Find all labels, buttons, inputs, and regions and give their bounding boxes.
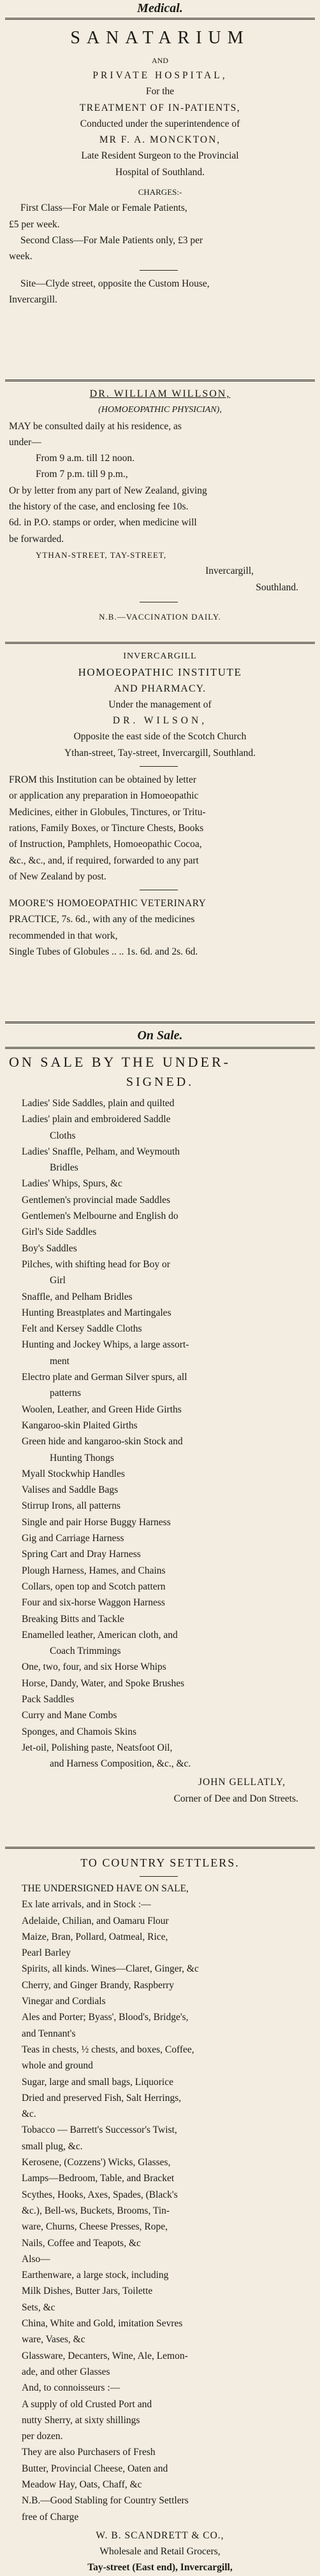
- list-item: Breaking Bitts and Tackle: [22, 1613, 124, 1625]
- list-item: Single and pair Horse Buggy Harness: [22, 1516, 171, 1528]
- text-line: (HOMOEOPATHIC PHYSICIAN),: [98, 405, 222, 415]
- list-item: and Tennant's: [22, 2028, 76, 2039]
- list-item: China, White and Gold, imitation Sevres: [22, 2318, 183, 2330]
- short-rule: [140, 766, 178, 767]
- text-line: Ythan-street, Tay-street, Invercargill, Southland.: [64, 747, 256, 758]
- list-item: Horse, Dandy, Water, and Spoke Brushes: [22, 1677, 185, 1689]
- list-item: Earthenware, a large stock, including: [22, 2270, 169, 2281]
- list-item: Curry and Mane Combs: [22, 1710, 117, 1721]
- list-item: Girl: [50, 1275, 66, 1286]
- address: Corner of Dee and Don Streets.: [173, 1793, 298, 1804]
- list-item: Pack Saddles: [22, 1693, 75, 1705]
- ad-heading: ON SALE BY THE UNDER-: [9, 1054, 231, 1070]
- list-item: &c.: [22, 2109, 36, 2120]
- short-rule: [140, 270, 178, 271]
- text-line: Conducted under the superintendence of: [80, 118, 240, 129]
- text-line: MOORE'S HOMOEOPATHIC VETERINARY: [9, 898, 207, 909]
- list-item: Cloths: [50, 1130, 76, 1141]
- text-line: recommended in that work,: [9, 930, 118, 941]
- divider: [5, 18, 315, 20]
- text-line: MR F. A. MONCKTON,: [99, 134, 221, 146]
- list-item: Girl's Side Saddles: [22, 1227, 97, 1238]
- text-line: Under the management of: [108, 699, 212, 710]
- text-line: Medicines, either in Globules, Tinctures, or Tritu-: [9, 806, 206, 818]
- list-item: whole and ground: [22, 2060, 93, 2072]
- text-line: Second Class—For Male Patients only, £3 per: [20, 234, 203, 246]
- text-line: Site—Clyde street, opposite the Custom House,: [20, 278, 210, 289]
- text-line: PRACTICE, 7s. 6d., with any of the medicines: [9, 914, 195, 925]
- text-line: or application any preparation in Homoeopathic: [9, 790, 199, 802]
- list-item: free of Charge: [22, 2511, 79, 2523]
- list-item: Glassware, Decanters, Wine, Ale, Lemon-: [22, 2350, 188, 2361]
- list-item: Hunting Breastplates and Martingales: [22, 1307, 171, 1318]
- text-line: of New Zealand by post.: [9, 871, 106, 882]
- text-line: &c., &c., and, if required, forwarded to any part: [9, 855, 199, 866]
- sanatarium-title: SANATARIUM: [70, 28, 250, 48]
- list-item: Butter, Provincial Cheese, Oaten and: [22, 2463, 168, 2474]
- text-line: FROM this Institution can be obtained by letter: [9, 774, 197, 786]
- list-item: Spring Cart and Dray Harness: [22, 1549, 141, 1560]
- gellatly-ad: [0, 1052, 320, 1807]
- list-item: Snaffle, and Pelham Bridles: [22, 1291, 133, 1302]
- signature: Wholesale and Retail Grocers,: [99, 2546, 221, 2558]
- section-header-on-sale: On Sale.: [137, 1028, 183, 1042]
- list-item: Myall Stockwhip Handles: [22, 1468, 125, 1479]
- list-item: per dozen.: [22, 2431, 63, 2442]
- list-item: Scythes, Hooks, Axes, Spades, (Black's: [22, 2189, 178, 2200]
- divider: [5, 1021, 315, 1023]
- text-line: Or by letter from any part of New Zealand, giving: [9, 485, 207, 496]
- item-list: [9, 1095, 311, 1772]
- list-item: Electro plate and German Silver spurs, all: [22, 1372, 187, 1383]
- list-item: ment: [50, 1355, 69, 1367]
- list-item: Green hide and kangaroo-skin Stock and: [22, 1436, 183, 1448]
- list-item: Stirrup Irons, all patterns: [22, 1500, 120, 1512]
- list-item: Kangaroo-skin Plaited Girths: [22, 1420, 138, 1431]
- list-item: Ladies' Snaffle, Pelham, and Weymouth: [22, 1146, 180, 1157]
- list-item: ware, Vases, &c: [22, 2334, 85, 2345]
- list-item: Four and six-horse Waggon Harness: [22, 1597, 165, 1609]
- list-item: Valises and Saddle Bags: [22, 1484, 119, 1496]
- text-line: Invercargill.: [9, 294, 57, 305]
- list-item: Coach Trimmings: [50, 1646, 121, 1657]
- list-item: Lamps—Bedroom, Table, and Bracket: [22, 2173, 175, 2184]
- country-settlers-ad: [0, 1853, 320, 2576]
- list-item: Woolen, Leather, and Green Hide Girths: [22, 1404, 182, 1415]
- list-item: Plough Harness, Hames, and Chains: [22, 1565, 166, 1576]
- text-line: Hospital of Southland.: [115, 166, 205, 178]
- list-item: They are also Purchasers of Fresh: [22, 2447, 156, 2458]
- sanatarium-ad: [0, 23, 320, 308]
- divider: [5, 1047, 315, 1049]
- text-line: INVERCARGILL: [123, 651, 197, 661]
- list-item: small plug, &c.: [22, 2140, 83, 2152]
- ad-heading: SIGNED.: [126, 1075, 194, 1089]
- text-line: Single Tubes of Globules .. .. 1s. 6d. and 2s. 6d.: [9, 946, 198, 958]
- list-item: Teas in chests, ½ chests, and boxes, Coffee,: [22, 2044, 194, 2055]
- list-item: Milk Dishes, Butter Jars, Toilette: [22, 2286, 153, 2297]
- text-line: under—: [9, 436, 41, 448]
- list-item: Vinegar and Cordials: [22, 1996, 106, 2007]
- list-item: Tobacco — Barrett's Successor's Twist,: [22, 2124, 177, 2136]
- text-line: week.: [9, 251, 33, 262]
- list-item: Maize, Bran, Pollard, Oatmeal, Rice,: [22, 1931, 168, 1942]
- list-item: Enamelled leather, American cloth, and: [22, 1629, 178, 1640]
- list-item: Ladies' Side Saddles, plain and quilted: [22, 1098, 175, 1109]
- list-item: Ex late arrivals, and in Stock :—: [22, 1899, 151, 1911]
- text-line: Invercargill,: [205, 566, 254, 577]
- text-line: HOMOEOPATHIC INSTITUTE: [78, 666, 242, 679]
- divider: [5, 380, 315, 381]
- list-item: ade, and other Glasses: [22, 2366, 110, 2377]
- text-line: PRIVATE HOSPITAL,: [92, 70, 228, 81]
- text-line: the history of the case, and enclosing fee 10s.: [9, 501, 189, 513]
- text-line: MAY be consulted daily at his residence, as: [9, 420, 182, 432]
- text-line: YTHAN-STREET, TAY-STREET,: [36, 550, 167, 560]
- text-line: TREATMENT OF IN-PATIENTS,: [79, 102, 241, 113]
- text-line: From 7 p.m. till 9 p.m.,: [36, 469, 128, 480]
- text-line: First Class—For Male or Female Patients,: [20, 203, 187, 214]
- text-line: Opposite the east side of the Scotch Church: [73, 731, 247, 743]
- short-rule: [140, 1876, 178, 1877]
- list-item: &c.), Bell-ws, Buckets, Brooms, Tin-: [22, 2205, 170, 2216]
- list-item: Pilches, with shifting head for Boy or: [22, 1258, 170, 1270]
- text-line: For the: [145, 86, 175, 97]
- list-item: Sets, &c: [22, 2302, 55, 2313]
- text-line: From 9 a.m. till 12 noon.: [36, 453, 135, 464]
- list-item: Spirits, all kinds. Wines—Claret, Ginger, &c: [22, 1963, 199, 1975]
- text-line: 6d. in P.O. stamps or order, when medicine will: [9, 517, 197, 529]
- text-line: CHARGES:-: [138, 187, 182, 197]
- text-line: AND: [152, 56, 168, 65]
- list-item: Nails, Coffee and Teapots, &c: [22, 2237, 141, 2249]
- list-item: And, to connoisseurs :—: [22, 2382, 120, 2394]
- list-item: Pearl Barley: [22, 1947, 71, 1959]
- institute-ad: [0, 648, 320, 960]
- ad-heading: TO COUNTRY SETTLERS.: [80, 1856, 240, 1869]
- list-item: Bridles: [50, 1162, 78, 1174]
- list-item: Also—: [22, 2253, 50, 2265]
- list-item: Cherry, and Ginger Brandy, Raspberry: [22, 1979, 175, 1991]
- list-item: N.B.—Good Stabling for Country Settlers: [22, 2495, 189, 2507]
- list-item: Felt and Kersey Saddle Cloths: [22, 1323, 142, 1335]
- list-item: THE UNDERSIGNED HAVE ON SALE,: [22, 1883, 189, 1894]
- text-line: be forwarded.: [9, 533, 64, 544]
- text-line: DR. WILSON,: [112, 715, 208, 727]
- text-line: DR. WILLIAM WILLSON,: [89, 388, 231, 399]
- willson-ad: [0, 386, 320, 625]
- list-item: A supply of old Crusted Port and: [22, 2398, 152, 2410]
- list-item: Gig and Carriage Harness: [22, 1533, 124, 1544]
- text-line: Late Resident Surgeon to the Provincial: [81, 150, 239, 162]
- item-list: [9, 1881, 311, 2525]
- text-line: N.B.—VACCINATION DAILY.: [99, 611, 221, 622]
- signature: JOHN GELLATLY,: [198, 1777, 286, 1788]
- list-item: Ladies' Whips, Spurs, &c: [22, 1178, 122, 1190]
- list-item: One, two, four, and six Horse Whips: [22, 1662, 166, 1673]
- list-item: Hunting Thongs: [50, 1452, 114, 1463]
- divider: [5, 642, 315, 644]
- text-line: of Instruction, Pamphlets, Homoeopathic Cocoa,: [9, 839, 202, 850]
- signature: Tay-street (East end), Invercargill,: [87, 2562, 233, 2573]
- list-item: nutty Sherry, at sixty shillings: [22, 2414, 140, 2426]
- signature: W. B. SCANDRETT & CO.,: [96, 2530, 224, 2541]
- list-item: Sugar, large and small bags, Liquorice: [22, 2076, 173, 2088]
- list-item: ware, Churns, Cheese Presses, Rope,: [22, 2221, 168, 2233]
- list-item: Kerosene, (Cozzens') Wicks, Glasses,: [22, 2157, 171, 2168]
- list-item: Dried and preserved Fish, Salt Herrings,: [22, 2092, 182, 2103]
- list-item: Sponges, and Chamois Skins: [22, 1726, 136, 1737]
- list-item: Ales and Porter; Byass', Blood's, Bridge's,: [22, 2012, 189, 2023]
- list-item: patterns: [50, 1388, 82, 1399]
- list-item: Adelaide, Chilian, and Oamaru Flour: [22, 1915, 169, 1926]
- text-line: Southland.: [256, 581, 298, 593]
- list-item: Gentlemen's provincial made Saddles: [22, 1194, 171, 1206]
- list-item: Collars, open top and Scotch pattern: [22, 1581, 166, 1592]
- list-item: Jet-oil, Polishing paste, Neatsfoot Oil,: [22, 1742, 173, 1753]
- text-line: rations, Family Boxes, or Tincture Chests, Books: [9, 822, 204, 834]
- text-line: £5 per week.: [9, 218, 60, 230]
- list-item: Boy's Saddles: [22, 1242, 77, 1254]
- text-line: AND PHARMACY.: [113, 683, 207, 694]
- list-item: and Harness Composition, &c., &c.: [50, 1758, 191, 1770]
- list-item: Ladies' plain and embroidered Saddle: [22, 1114, 171, 1125]
- list-item: Gentlemen's Melbourne and English do: [22, 1211, 178, 1222]
- list-item: Meadow Hay, Oats, Chaff, &c: [22, 2479, 142, 2490]
- divider: [5, 1847, 315, 1849]
- section-header-medical: Medical.: [137, 1, 183, 15]
- list-item: Hunting and Jockey Whips, a large assort-: [22, 1339, 189, 1351]
